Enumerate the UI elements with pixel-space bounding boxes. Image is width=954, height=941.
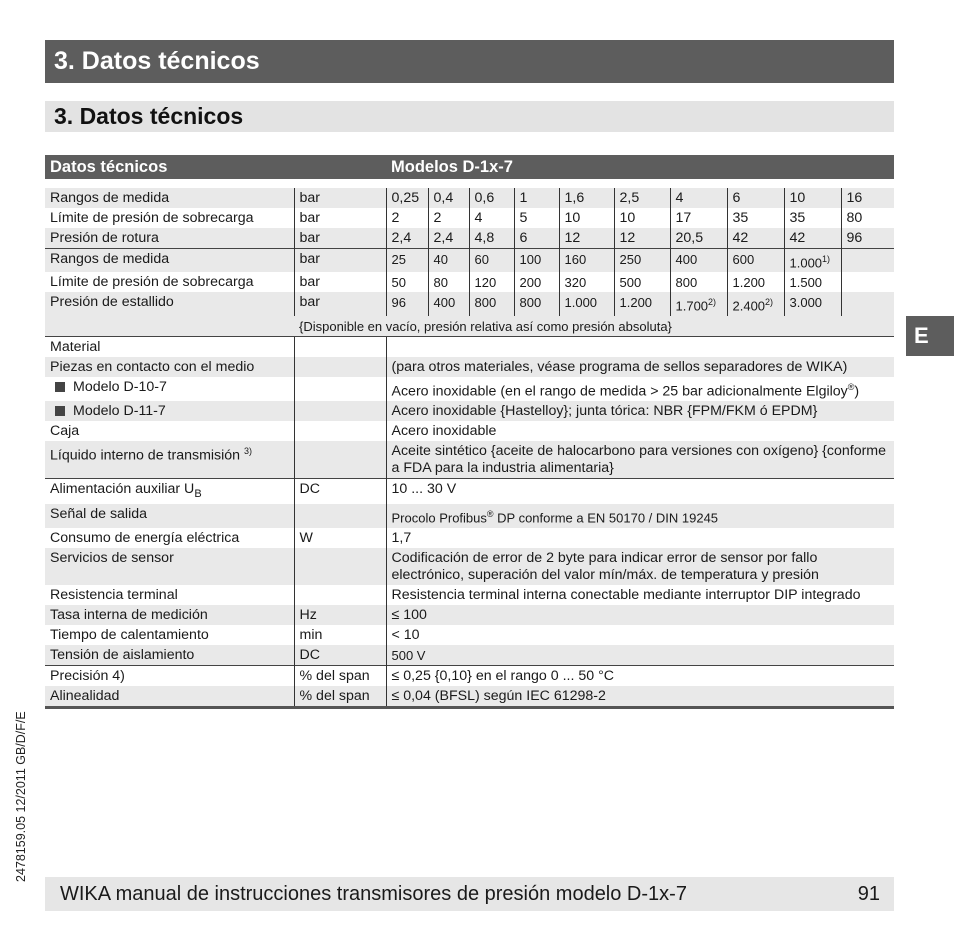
row-unit	[294, 548, 386, 585]
row-unit: % del span	[294, 665, 386, 686]
bullet-icon	[55, 406, 65, 416]
range-value	[386, 272, 428, 292]
range-value	[670, 249, 727, 273]
range-row	[45, 228, 894, 249]
range-value-text: 96	[391, 295, 406, 311]
electrical-row	[45, 548, 894, 585]
row-label: Rangos de medida	[45, 188, 294, 208]
material-row	[45, 377, 894, 402]
range-value-text: 80	[846, 210, 863, 226]
range-row	[45, 188, 894, 208]
row-value: ≤ 0,25 {0,10} en el rango 0 ... 50 °C	[386, 665, 894, 686]
row-value	[386, 585, 894, 605]
range-value-text: 35	[732, 210, 749, 226]
range-value-text: 17	[675, 210, 692, 226]
row-label	[45, 421, 294, 441]
footnote-marker: 2)	[765, 297, 774, 308]
range-value-text: 4,8	[474, 230, 495, 246]
range-value	[469, 249, 514, 273]
chapter-title: 3. Datos técnicos	[45, 40, 894, 83]
row-unit	[294, 504, 386, 527]
row-value-text: Codificación de error de 2 byte para indicar error de sensor por fallo electrónico, superación del valor mín/máx. de temperatura y presión	[391, 549, 819, 583]
range-value-text: 800	[474, 295, 497, 311]
page-number: 91	[857, 883, 880, 905]
range-value-text: 2	[391, 210, 400, 226]
range-value-text: 500	[619, 275, 642, 291]
row-label-text: Señal de salida	[50, 506, 148, 523]
range-value	[559, 272, 614, 292]
range-value-text: 160	[564, 252, 587, 267]
range-value	[469, 292, 514, 315]
range-value-text: 42	[732, 230, 749, 246]
row-unit: bar	[294, 249, 386, 273]
range-value-text: 6	[732, 190, 741, 206]
row-label-text: Material	[50, 338, 101, 355]
row-value-text: 1,7	[391, 529, 412, 546]
range-row	[45, 208, 894, 228]
row-value-text: (para otros materiales, véase programa de sellos separadores de WIKA)	[391, 358, 848, 375]
row-unit: bar	[294, 188, 386, 208]
range-value-text: 50	[391, 275, 406, 291]
range-value	[559, 208, 614, 228]
electrical-row	[45, 504, 894, 527]
range-value-text: 2,4	[391, 230, 412, 246]
row-label	[45, 645, 294, 666]
range-value	[670, 208, 727, 228]
electrical-row	[45, 585, 894, 605]
range-value-text: 12	[564, 230, 581, 246]
row-unit	[294, 336, 386, 357]
table-header-left: Datos técnicos	[45, 155, 386, 181]
row-unit: min	[294, 625, 386, 645]
range-value-text: 10	[564, 210, 581, 226]
range-value	[841, 228, 894, 249]
range-value	[428, 208, 469, 228]
range-value	[428, 188, 469, 208]
row-unit	[294, 441, 386, 479]
row-unit: DC	[294, 645, 386, 666]
row-label-text: Alimentación auxiliar U	[50, 481, 195, 498]
electrical-row	[45, 645, 894, 666]
row-unit: Hz	[294, 605, 386, 625]
range-value	[514, 188, 559, 208]
range-value	[514, 272, 559, 292]
range-value-text: 800	[675, 275, 698, 291]
range-value	[559, 188, 614, 208]
table-cell	[45, 316, 294, 337]
document-code: 2478159.05 12/2011 GB/D/F/E	[14, 711, 28, 882]
table-header-right: Modelos D-1x-7	[386, 155, 894, 181]
range-value-text: 60	[474, 252, 489, 267]
range-value-text: 200	[519, 275, 542, 291]
range-value	[614, 228, 670, 249]
row-label: Precisión 4)	[45, 665, 294, 686]
range-value	[841, 208, 894, 228]
range-value	[784, 292, 841, 315]
range-value-text: 96	[846, 230, 863, 246]
row-label	[45, 504, 294, 527]
range-row	[45, 249, 894, 273]
row-value	[386, 421, 894, 441]
range-value	[469, 272, 514, 292]
bullet-icon	[55, 382, 65, 392]
footnote-marker: 3)	[244, 446, 253, 457]
range-row	[45, 272, 894, 292]
row-value	[386, 377, 894, 402]
range-value	[386, 228, 428, 249]
row-value-text: Procolo Profibus	[391, 510, 487, 526]
range-value	[841, 188, 894, 208]
range-value-text: 2,4	[433, 230, 454, 246]
row-value	[386, 645, 894, 666]
row-label	[45, 479, 294, 504]
range-value-text: 20,5	[675, 230, 704, 246]
range-value	[614, 208, 670, 228]
range-value-text: 10	[789, 190, 806, 206]
row-label-text: Resistencia terminal	[50, 586, 178, 603]
range-value	[386, 208, 428, 228]
range-value	[727, 292, 784, 315]
range-value-text: 2	[433, 210, 442, 226]
material-row	[45, 421, 894, 441]
range-value	[727, 272, 784, 292]
range-value-text: 1.500	[789, 275, 823, 291]
range-value	[514, 292, 559, 315]
row-value	[386, 528, 894, 548]
range-value-text: 1.000	[564, 295, 598, 311]
range-value-text: 100	[519, 252, 542, 267]
range-value	[614, 188, 670, 208]
range-value	[784, 249, 841, 273]
range-value-text: 6	[519, 230, 528, 246]
row-value	[386, 625, 894, 645]
row-label	[45, 528, 294, 548]
row-label: Límite de presión de sobrecarga	[50, 274, 254, 291]
row-label	[45, 401, 294, 421]
accuracy-row	[45, 665, 894, 686]
range-value	[469, 208, 514, 228]
accuracy-row	[45, 686, 894, 708]
row-label: Presión de estallido	[45, 292, 294, 315]
footnote-marker: ®	[486, 509, 494, 520]
range-value-text: 5	[519, 210, 528, 226]
range-value-text: 4	[675, 190, 684, 206]
row-unit	[294, 421, 386, 441]
row-unit: bar	[294, 292, 386, 315]
row-label	[45, 336, 294, 357]
row-label	[45, 585, 294, 605]
electrical-row	[45, 528, 894, 548]
row-value-text: Acero inoxidable (en el rango de medida > 25 bar adicionalmente Elgiloy	[391, 383, 848, 400]
row-label	[45, 625, 294, 645]
row-label-text: Tensión de aislamiento	[50, 646, 195, 663]
row-label-text: Líquido interno de transmisión	[50, 448, 241, 465]
row-label: Rangos de medida	[45, 249, 294, 273]
footnote-marker: 2)	[708, 297, 717, 308]
range-value-text: 0,4	[433, 190, 454, 206]
row-label	[45, 377, 294, 402]
range-value	[670, 292, 727, 315]
row-label-text: Modelo D-11-7	[73, 403, 166, 420]
row-value	[386, 605, 894, 625]
language-tab[interactable]: E	[906, 316, 954, 356]
range-value	[428, 228, 469, 249]
range-value-text: 10	[619, 210, 636, 226]
footnote-marker: ®	[847, 381, 855, 392]
range-value	[784, 272, 841, 292]
range-value-text: 40	[433, 252, 448, 267]
row-unit	[294, 377, 386, 402]
availability-row	[45, 316, 894, 337]
row-value-text: 500 V	[391, 647, 426, 663]
electrical-row	[45, 605, 894, 625]
range-value	[428, 272, 469, 292]
range-value	[727, 228, 784, 249]
row-value	[386, 504, 894, 527]
range-value	[386, 292, 428, 315]
range-value-text: 3.000	[789, 295, 823, 311]
row-value-text: Acero inoxidable {Hastelloy}; junta tórica: NBR {FPM/FKM ó EPDM}	[391, 403, 818, 420]
range-value	[514, 208, 559, 228]
row-label-text: Caja	[50, 423, 80, 440]
range-value-text: 1.000	[789, 255, 823, 271]
row-label: Presión de rotura	[45, 228, 294, 249]
row-label	[45, 441, 294, 479]
row-unit: DC	[294, 479, 386, 504]
technical-data-table	[45, 155, 894, 709]
range-value	[386, 249, 428, 273]
material-row	[45, 401, 894, 421]
row-value	[386, 548, 894, 585]
material-row	[45, 336, 894, 357]
subscript: B	[194, 488, 202, 501]
row-label-text: Piezas en contacto con el medio	[50, 358, 255, 375]
range-value-text: 2.400	[732, 298, 766, 314]
row-value-text: Resistencia terminal interna conectable mediante interruptor DIP integrado	[391, 586, 861, 603]
availability-note: {Disponible en vacío, presión relativa así como presión absoluta}	[294, 316, 894, 337]
range-value	[727, 249, 784, 273]
row-unit	[294, 585, 386, 605]
row-unit: % del span	[294, 686, 386, 708]
row-value-text: ≤ 100	[391, 606, 427, 623]
range-value	[428, 292, 469, 315]
range-value-text: 1	[519, 190, 528, 206]
row-label: Límite de presión de sobrecarga	[50, 210, 254, 226]
row-unit: W	[294, 528, 386, 548]
row-label-text: Modelo D-10-7	[73, 378, 167, 395]
range-value-text: 250	[619, 252, 642, 267]
range-value	[469, 188, 514, 208]
range-value	[841, 249, 894, 273]
range-value-text: 80	[433, 275, 448, 291]
footer-text: WIKA manual de instrucciones transmisores de presión modelo D-1x-7	[60, 883, 687, 905]
row-unit	[294, 357, 386, 377]
range-value	[614, 292, 670, 315]
row-unit: bar	[294, 272, 386, 292]
row-label	[45, 605, 294, 625]
range-value-text: 1.200	[619, 295, 653, 311]
row-value-text: DP conforme a EN 50170 / DIN 19245	[493, 510, 719, 526]
range-value	[727, 188, 784, 208]
range-value	[670, 228, 727, 249]
range-value	[841, 292, 894, 315]
table-header-row	[45, 155, 894, 181]
row-label-text: Tasa interna de medición	[50, 606, 208, 623]
range-value	[514, 249, 559, 273]
range-value-text: 1,6	[564, 190, 585, 206]
material-row	[45, 441, 894, 479]
range-value-text: 0,25	[391, 190, 420, 206]
range-value	[784, 188, 841, 208]
range-value	[727, 208, 784, 228]
range-value-text: 400	[675, 252, 698, 267]
range-value	[841, 272, 894, 292]
range-value	[428, 249, 469, 273]
row-value	[386, 479, 894, 504]
range-value-text: 12	[619, 230, 636, 246]
row-value: ≤ 0,04 (BFSL) según IEC 61298-2	[386, 686, 894, 708]
range-value-text: 42	[789, 230, 806, 246]
range-value-text: 35	[789, 210, 806, 226]
row-value	[386, 336, 894, 357]
row-value-text: )	[854, 383, 860, 400]
row-value	[386, 401, 894, 421]
row-value-text: Acero inoxidable	[391, 423, 497, 440]
range-value-text: 120	[474, 275, 497, 291]
row-unit: bar	[294, 228, 386, 249]
range-value	[559, 292, 614, 315]
row-label	[45, 548, 294, 585]
range-value	[670, 188, 727, 208]
row-label-text: Consumo de energía eléctrica	[50, 529, 240, 546]
range-value	[514, 228, 559, 249]
footnote-marker: 1)	[822, 254, 831, 264]
range-value	[469, 228, 514, 249]
row-value	[386, 441, 894, 479]
range-value	[386, 188, 428, 208]
range-value	[559, 249, 614, 273]
section-title: 3. Datos técnicos	[45, 101, 894, 132]
range-value-text: 1.200	[732, 275, 766, 291]
row-label-text: Tiempo de calentamiento	[50, 626, 209, 643]
range-value	[614, 272, 670, 292]
row-unit	[294, 401, 386, 421]
electrical-row	[45, 625, 894, 645]
range-value-text: 800	[519, 295, 542, 311]
range-value-text: 25	[391, 252, 406, 267]
material-row	[45, 357, 894, 377]
range-row	[45, 292, 894, 315]
range-value-text: 400	[433, 295, 456, 311]
range-value-text: 2,5	[619, 190, 640, 206]
footer	[45, 877, 894, 911]
range-value-text: 1.700	[675, 298, 709, 314]
range-value	[670, 272, 727, 292]
range-value-text: 320	[564, 275, 587, 291]
row-label-text: Servicios de sensor	[50, 549, 174, 566]
electrical-row	[45, 479, 894, 504]
row-unit: bar	[294, 208, 386, 228]
range-value	[784, 208, 841, 228]
range-value-text: 0,6	[474, 190, 495, 206]
row-value	[386, 357, 894, 377]
range-value	[784, 228, 841, 249]
row-value-text: Aceite sintético {aceite de halocarbono para versiones con oxígeno} {conforme a FDA para la industria alimentaria}	[391, 443, 887, 477]
range-value	[559, 228, 614, 249]
range-value-text: 600	[732, 252, 755, 267]
row-label: Alinealidad	[45, 686, 294, 708]
row-label	[45, 357, 294, 377]
range-value-text: 16	[846, 190, 863, 206]
range-value-text: 4	[474, 210, 483, 226]
row-value-text: 10 ... 30 V	[391, 481, 457, 498]
row-value-text: < 10	[391, 626, 420, 643]
range-value	[614, 249, 670, 273]
